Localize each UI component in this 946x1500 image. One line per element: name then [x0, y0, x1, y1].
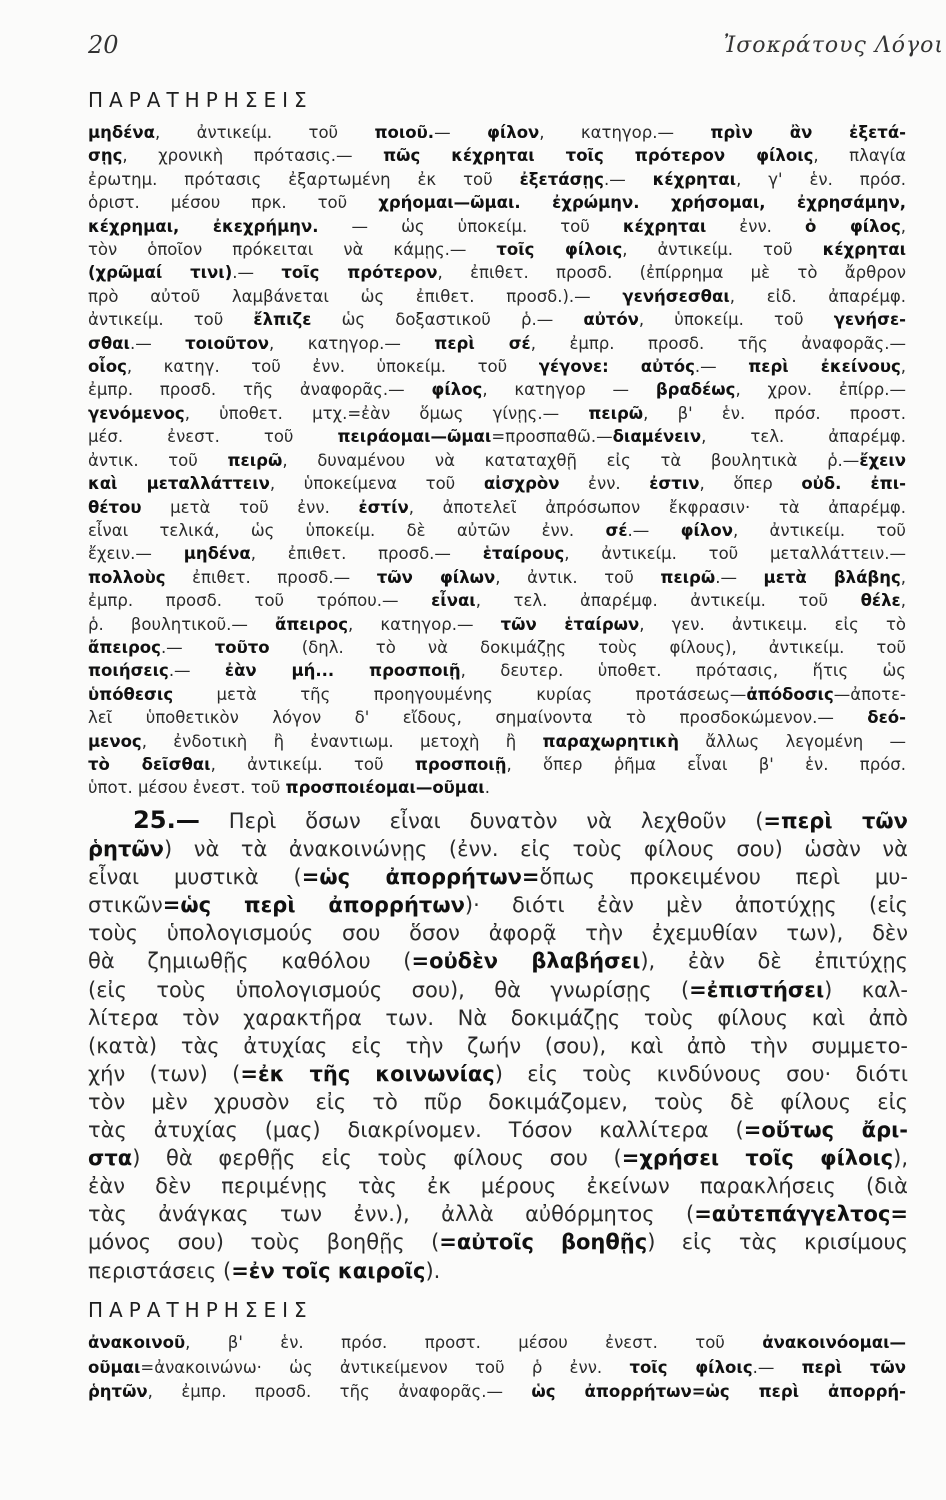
text-run: , ἀντικείμ. τοῦ — [210, 754, 415, 774]
bold-term: πειρῶ — [660, 567, 716, 587]
text-run: , ἀντικείμ. τοῦ μεταλλάττειν.— — [564, 544, 906, 564]
text-run: μετὰ τοῦ ἐνν. — [141, 497, 359, 517]
running-title: Ἰσοκράτους Λόγοι — [723, 33, 944, 58]
text-run: μετὰ τῆς προηγουμένης κυρίας προτάσεως— — [173, 684, 747, 704]
bold-term: =αὐτοῖς βοηθῇς — [439, 1230, 648, 1255]
text-run: ἀντικ. τοῦ — [88, 450, 228, 470]
bold-term: ποιοῦ. — [374, 123, 435, 142]
note-line — [88, 144, 906, 167]
bold-term: κέχρηται — [622, 216, 707, 236]
note-line — [88, 589, 906, 612]
bold-term: εἶναι — [431, 591, 476, 611]
note-line — [88, 121, 906, 144]
bold-term: πειράομαι—ῶμαι — [337, 427, 492, 447]
text-run: (δηλ. τὸ νὰ δοκιμάζῃς τοὺς φίλους), ἀντικείμ. τοῦ — [269, 637, 906, 657]
text-run: ἐνν. — [706, 216, 805, 236]
note-line — [88, 425, 906, 448]
text-run: ἄλλως λεγομένη — — [679, 731, 906, 751]
text-run: , ἐμπρ. προσδ. τῆς ἀναφορᾶς.— — [147, 1382, 532, 1401]
bold-term: ἔλπιζε — [253, 310, 312, 330]
bold-term: =ἐν τοῖς καιροῖς — [231, 1258, 426, 1283]
text-run: , ἀντικείμ. τοῦ — [732, 520, 906, 540]
text-run: ) καλ- — [824, 977, 909, 1002]
text-run: εἶναι μυστικὰ ( — [88, 865, 302, 890]
text-run: , εἰδ. ἀπαρέμφ. — [729, 286, 906, 306]
bold-term: τοῖς πρότερον — [281, 263, 438, 283]
bold-term: ῥητῶν — [88, 837, 164, 862]
text-run: ). — [425, 1258, 441, 1283]
bold-term: φίλον — [680, 520, 733, 540]
text-run: —ἀποτε- — [833, 684, 906, 704]
bold-term: ὑπόθεσις — [88, 684, 174, 704]
text-line — [88, 1004, 908, 1032]
bold-term: ἐὰν μή... προσποιῇ — [224, 661, 461, 681]
text-run: =προσπαθῶ.— — [491, 427, 613, 447]
bold-term: βραδέως — [655, 380, 736, 400]
bold-term: πειρῶ — [588, 403, 644, 423]
text-run: ἐπιθετ. προσδ.— — [165, 567, 377, 587]
text-run: τὸν μὲν χρυσὸν εἰς τὸ πῦρ δοκιμάζομεν, τοὺς δὲ φίλους εἰς — [88, 1089, 908, 1114]
bold-term: =χρήσει τοῖς φίλοις — [621, 1146, 894, 1171]
bold-term: =ἐπιστήσει — [689, 977, 825, 1002]
bold-term: περὶ τῶν — [801, 1357, 906, 1377]
text-run: ὡς δοξαστικοῦ ῥ.— — [311, 310, 584, 330]
note-line — [88, 776, 906, 799]
text-run: — — [434, 123, 487, 142]
bold-term: οὐδ. ἐπι- — [801, 474, 907, 494]
bold-term: =ὡς περὶ ἀπορρήτων — [162, 893, 465, 918]
bold-term: ῥητῶν — [88, 1382, 148, 1401]
bold-term: ἄπειρος — [88, 637, 161, 657]
bold-term: ὡς ἀπορρήτων=ὡς περὶ ἀπορρή- — [531, 1382, 906, 1401]
bold-term: κέχρηται — [822, 240, 906, 260]
bold-term: γενήσε- — [833, 310, 906, 330]
bold-term: φίλον — [486, 123, 540, 142]
text-run: )· διότι ἐὰν μὲν ἀποτύχῃς (εἰς — [464, 893, 908, 918]
text-run: ὑποτ. μέσου ἐνεστ. τοῦ — [88, 778, 286, 798]
text-run: , δευτερ. ὑποθετ. πρότασις, ἥτις ὡς — [460, 661, 906, 681]
text-line — [88, 1144, 908, 1172]
text-run: .— — [232, 263, 282, 283]
text-run: λίτερα τὸν χαρακτῆρα των. Νὰ δοκιμάζῃς τοὺς φίλους καὶ ἀπὸ — [88, 1005, 908, 1030]
text-line — [88, 806, 908, 835]
text-run: , ὑποκείμενα τοῦ — [269, 474, 484, 494]
bold-term: σθαι — [88, 333, 130, 353]
text-line — [88, 891, 908, 919]
bold-term: γενήσεσθαι — [622, 286, 730, 306]
page-number: 20 — [88, 31, 119, 59]
bold-term: ἄπειρος — [275, 614, 348, 634]
note-line — [88, 753, 906, 776]
note-line — [88, 449, 906, 472]
bold-term: ἔχειν — [859, 450, 906, 470]
text-run: , κατηγορ.— — [539, 123, 711, 142]
bold-term: ἑταίρους — [482, 544, 565, 564]
text-run: ) εἰς τὰς κρισίμους — [647, 1230, 908, 1255]
bold-term: ὁ φίλος — [804, 216, 901, 236]
text-run: .— — [129, 333, 186, 353]
text-run: Περὶ ὅσων εἶναι δυνατὸν νὰ λεχθοῦν ( — [199, 809, 764, 833]
text-run: τὰς ἀνάγκας των ἐνν.), ἀλλὰ αὐθόρμητος ( — [88, 1202, 695, 1227]
text-run: .— — [627, 520, 681, 540]
main-paragraph — [88, 806, 908, 1285]
note-line — [88, 636, 906, 659]
text-line — [88, 1116, 908, 1144]
bold-term: κέχρημαι, ἐκεχρήμην. — [88, 216, 319, 236]
text-run: , γ' ἑν. πρόσ. — [736, 169, 906, 189]
bold-term: διαμένειν — [612, 427, 702, 447]
note-line — [88, 402, 906, 425]
text-run: ) θὰ φερθῇς εἰς τοὺς φίλους σου ( — [132, 1146, 622, 1171]
text-run: .— — [752, 1357, 802, 1377]
bold-term: μηδένα — [183, 544, 251, 564]
bold-term: μενος — [88, 731, 142, 751]
text-run: , β' ἑν. πρόσ. προστ. μέσου ἐνεστ. τοῦ — [185, 1333, 763, 1352]
text-run: , — [900, 216, 906, 236]
text-line — [88, 1088, 908, 1116]
text-run: , ἀποτελεῖ ἀπρόσωπον ἔκφρασιν· τὰ ἀπαρέμφ. — [408, 497, 906, 517]
bold-term: =περὶ τῶν — [763, 809, 908, 833]
text-run: — ὡς ὑποκείμ. τοῦ — [318, 216, 623, 236]
text-run: .— — [715, 567, 764, 587]
text-run: μέσ. ἐνεστ. τοῦ — [88, 427, 338, 447]
note-line — [88, 285, 906, 308]
text-run: , ἐνδοτικὴ ἢ ἐναντιωμ. μετοχὴ ἢ — [141, 731, 543, 751]
bold-term: ἐξετάσῃς — [519, 169, 604, 189]
text-line — [88, 1200, 908, 1228]
bold-term: κέχρηται — [652, 169, 737, 189]
text-run: λεῖ ὑποθετικὸν λόγον δ' εἴδους, σημαίνοντα τὸ προσδοκώμενον.— — [88, 708, 868, 728]
text-run: τὰς ἀτυχίας (μας) διακρίνομεν. Τόσον καλλίτερα ( — [88, 1118, 744, 1143]
text-line — [88, 835, 908, 863]
text-line — [88, 947, 908, 975]
note-line — [88, 215, 906, 238]
bold-term: καὶ μεταλλάττειν — [88, 474, 270, 494]
bold-term: ἐστίν — [358, 497, 409, 517]
bold-term: στα — [88, 1146, 133, 1171]
text-run: , τελ. ἀπαρέμφ. — [701, 427, 906, 447]
text-run: , β' ἑν. πρόσ. προστ. — [643, 403, 907, 423]
bold-term: τοῖς φίλοις — [629, 1357, 753, 1377]
notes-block — [88, 121, 906, 800]
notes-block — [88, 1331, 906, 1405]
note-line — [88, 730, 906, 753]
text-run: . — [484, 778, 490, 798]
bold-term: =αὐτεπάγγελτος= — [694, 1202, 908, 1227]
text-run: , ὑποθετ. μτχ.=ἐὰν ὅμως γίνῃς.— — [184, 403, 589, 423]
bold-term: ἀπόδοσις — [746, 684, 834, 704]
text-run: .— — [168, 661, 225, 681]
note-line — [88, 1380, 906, 1405]
text-run: , ἐπιθετ. προσδ.— — [250, 544, 483, 564]
note-line — [88, 332, 906, 355]
text-run: ῥ. βουλητικοῦ.— — [88, 614, 276, 634]
text-line — [88, 1060, 908, 1088]
bold-term: ἐστιν — [649, 474, 700, 494]
bold-term: ποιήσεις — [88, 661, 169, 681]
text-run: στικῶν — [88, 893, 163, 918]
note-line — [88, 355, 906, 378]
text-run: , πλαγία — [813, 146, 906, 166]
bold-term: παραχωρητικὴ — [542, 731, 680, 751]
note-line — [88, 542, 906, 565]
note-line — [88, 472, 906, 495]
text-line — [88, 976, 908, 1004]
note-line — [88, 191, 906, 214]
bold-term: φίλος — [431, 380, 483, 400]
text-line — [88, 919, 908, 947]
text-run: ἐμπρ. προσδ. τῆς ἀναφορᾶς.— — [88, 380, 432, 400]
text-run: , — [900, 357, 906, 377]
text-run: , ἀντικείμ. τοῦ — [622, 240, 823, 260]
text-line — [88, 1228, 908, 1256]
notes-heading: ΠΑΡΑΤΗΡΗΣΕΙΣ — [88, 88, 313, 112]
text-run: ἔχειν.— — [88, 544, 184, 564]
text-run: εἶναι τελικά, ὡς ὑποκείμ. δὲ αὐτῶν ἐνν. — [88, 520, 606, 540]
bold-term: γενόμενος — [88, 403, 185, 423]
text-run: , ὑποκείμ. τοῦ — [638, 310, 834, 330]
text-run: , γεν. ἀντικειμ. εἰς τὸ — [639, 614, 907, 634]
text-run: ) εἰς τοὺς κινδύνους σου· διότι — [494, 1061, 909, 1086]
text-run: περιστάσεις ( — [88, 1258, 232, 1283]
text-run: ἐὰν δὲν περιμένῃς τὰς ἐκ μέρους ἐκείνων παρακλήσεις (διὰ — [88, 1174, 908, 1199]
bold-term: προσποιῇ — [414, 754, 507, 774]
text-run: =ἀνακοινώνω· ὡς ἀντικείμενον τοῦ ῥ ἐνν. — [140, 1357, 630, 1377]
bold-term: αἰσχρὸν — [483, 474, 560, 494]
text-run: , χρον. ἐπίρρ.— — [735, 380, 906, 400]
bold-term: τῶν φίλων — [376, 567, 496, 587]
text-run: , ἀντικ. τοῦ — [495, 567, 661, 587]
text-run: , ἀντικείμ. τοῦ — [154, 123, 375, 142]
bold-term: τοῖς φίλοις — [496, 240, 623, 260]
text-run: ἐνν. — [559, 474, 650, 494]
bold-term: πειρῶ — [227, 450, 283, 470]
bold-term: προσποιέομαι—οῦμαι — [285, 778, 485, 798]
bold-term: τοιοῦτον — [185, 333, 270, 353]
text-run: , ὅπερ — [699, 474, 802, 494]
text-run: , δυναμένου νὰ καταταχθῇ εἰς τὰ βουλητικὰ ῥ.— — [282, 450, 860, 470]
text-run: τοὺς ὑπολογισμούς σου ὅσον ἀφορᾷ τὴν ἐχεμυθίαν των), δὲν — [88, 921, 908, 946]
bold-term: περὶ σέ — [434, 333, 531, 353]
text-run: , κατηγορ — — [482, 380, 656, 400]
bold-term: δεό- — [867, 708, 906, 728]
text-run: μόνος σου) τοὺς βοηθῇς ( — [88, 1230, 440, 1255]
text-run: ὅπως προκειμένου περὶ μυ- — [539, 865, 908, 890]
text-run: τὸν ὁποῖον πρόκειται νὰ κάμῃς.— — [88, 240, 497, 260]
note-line — [88, 496, 906, 519]
text-run: ) νὰ τὰ ἀνακοινώνῃς (ἐνν. εἰς τοὺς φίλους σου) ὡσὰν νὰ — [163, 837, 908, 862]
bold-term: ἀνακοινοῦ — [88, 1333, 186, 1352]
text-run: ὁριστ. μέσου πρκ. τοῦ — [88, 193, 379, 213]
bold-term: πολλοὺς — [88, 567, 166, 587]
bold-term: =ὡς ἀπορρήτων= — [301, 865, 540, 890]
bold-term: θέλε — [860, 591, 901, 611]
text-run: (κατὰ) τὰς ἀτυχίας εἰς τὴν ζωήν (σου), καὶ ἀπὸ τὴν συμμετο- — [88, 1033, 908, 1058]
note-line — [88, 238, 906, 261]
bold-term: (χρῶμαί τινι) — [88, 263, 233, 283]
text-line — [88, 863, 908, 891]
bold-term: θέτου — [88, 497, 142, 517]
text-run: , χρονικὴ πρότασις.— — [122, 146, 384, 166]
text-run: ), ἐὰν δὲ ἐπιτύχῃς — [640, 949, 908, 974]
note-line — [88, 168, 906, 191]
note-line — [88, 1331, 906, 1356]
text-run: , ὅπερ ῥῆμα εἶναι β' ἑν. πρόσ. — [506, 754, 907, 774]
text-run: θὰ ζημιωθῇς καθόλου ( — [88, 949, 412, 974]
text-run: ), — [893, 1146, 909, 1171]
paragraph-number: 25.— — [133, 806, 200, 834]
bold-term: μηδένα — [88, 123, 155, 142]
bold-term: ἀνακοινόομαι— — [762, 1333, 906, 1352]
bold-term: γέγονε: αὐτός — [538, 357, 695, 377]
bold-term: αὐτόν — [583, 310, 639, 330]
text-run: , κατηγορ.— — [269, 333, 435, 353]
note-line — [88, 378, 906, 401]
text-run: χήν (των) ( — [88, 1061, 241, 1086]
text-run: ἀντικείμ. τοῦ — [88, 310, 254, 330]
text-run: ἐρωτημ. πρότασις ἐξαρτωμένη ἐκ τοῦ — [88, 169, 520, 189]
text-run: , κατηγ. τοῦ ἐνν. ὑποκείμ. τοῦ — [126, 357, 539, 377]
note-line — [88, 519, 906, 542]
note-line — [88, 659, 906, 682]
bold-term: οἷος — [88, 357, 127, 377]
bold-term: οῦμαι — [88, 1357, 141, 1377]
note-line — [88, 1356, 906, 1381]
text-run: , ἐπιθετ. προσδ. (ἐπίρρημα μὲ τὸ ἄρθρον — [437, 263, 906, 283]
text-run: , κατηγορ.— — [347, 614, 501, 634]
text-run: .— — [603, 169, 653, 189]
bold-term: μετὰ βλάβης — [763, 567, 901, 587]
bold-term: =οὐδὲν βλαβήσει — [411, 949, 641, 974]
bold-term: τὸ δεῖσθαι — [88, 754, 211, 774]
note-line — [88, 683, 906, 706]
bold-term: =ἐκ τῆς κοινωνίας — [240, 1061, 495, 1086]
bold-term: χρήομαι—ῶμαι. ἐχρώμην. χρήσομαι, ἐχρησάμην, — [378, 193, 906, 213]
text-run: , τελ. ἀπαρέμφ. ἀντικείμ. τοῦ — [475, 591, 861, 611]
bold-term: =οὕτως ἄρι- — [743, 1118, 908, 1143]
text-run: ἐμπρ. προσδ. τοῦ τρόπου.— — [88, 591, 432, 611]
bold-term: τοῦτο — [214, 637, 270, 657]
text-run: .— — [694, 357, 749, 377]
bold-term: τῶν ἑταίρων — [500, 614, 640, 634]
text-line — [88, 1032, 908, 1060]
note-line — [88, 261, 906, 284]
bold-term: σέ — [605, 520, 628, 540]
bold-term: πῶς κέχρηται τοῖς πρότερον φίλοις — [383, 146, 814, 166]
text-run: , — [900, 591, 906, 611]
text-run: .— — [160, 637, 215, 657]
note-line — [88, 706, 906, 729]
text-line — [88, 1257, 908, 1285]
text-run: (εἰς τοὺς ὑπολογισμούς σου), θὰ γνωρίσῃς ( — [88, 977, 690, 1002]
note-line — [88, 308, 906, 331]
bold-term: περὶ ἐκείνους — [748, 357, 901, 377]
bold-term: σῃς — [88, 146, 123, 166]
text-run: πρὸ αὐτοῦ λαμβάνεται ὡς ἐπιθετ. προσδ.).— — [88, 286, 623, 306]
note-line — [88, 566, 906, 589]
text-run: , ἐμπρ. προσδ. τῆς ἀναφορᾶς.— — [530, 333, 906, 353]
text-line — [88, 1172, 908, 1200]
bold-term: πρὶν ἂν ἐξετά- — [710, 123, 907, 142]
note-line — [88, 613, 906, 636]
notes-heading: ΠΑΡΑΤΗΡΗΣΕΙΣ — [88, 1298, 313, 1322]
text-run: , — [900, 567, 906, 587]
